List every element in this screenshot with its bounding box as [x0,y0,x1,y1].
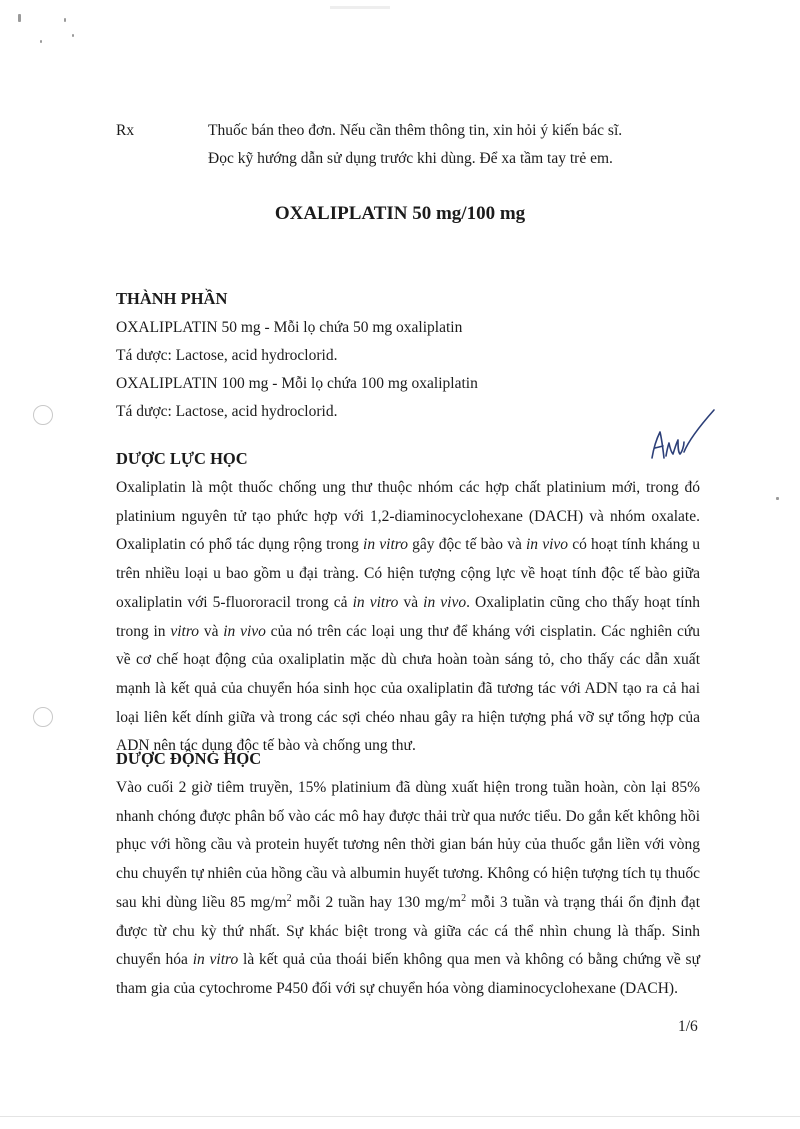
pharmacodynamics-paragraph [116,474,700,761]
composition-section [116,284,700,426]
rx-label: Rx [116,122,135,139]
text-run: và [398,593,424,611]
text-run: mỗi 3 tuần và trạng thái ổn định đạt được từ chu kỳ thứ nhất. Sự khác biệt trong và giữa các cá thể nhìn chung là thấp. Sinh chuyển hóa [116,893,700,969]
scan-speck [64,18,66,22]
scan-edge-line [0,1116,800,1117]
drug-title: OXALIPLATIN 50 mg/100 mg [274,203,526,224]
pharmacokinetics-section [116,744,700,1004]
prescription-notice: Thuốc bán theo đơn. Nếu cần thêm thông tin, xin hỏi ý kiến bác sĩ. [208,122,623,139]
text-run: mỗi 2 tuần hay 130 mg/m [291,893,462,911]
italic-term: in vivo [526,536,569,554]
composition-heading: THÀNH PHẦN [116,289,228,308]
composition-line: Tá dược: Lactose, acid hydroclorid. [116,403,338,420]
punch-hole-lower [33,707,53,727]
italic-term: in vitro [363,536,408,554]
text-run: là kết quả của thoái biến không qua men và không có bằng chứng về sự tham gia của cytochrome P450 đối với sự chuyển hóa vòng diaminocyclohexane (DACH). [116,951,700,997]
text-run: Oxaliplatin là một thuốc chống ung thư thuộc nhóm các hợp chất platinium mới, trong đó platinium nguyên tử tạo phức hợp với 1,2-diaminocyclohexane (DACH) và nhóm oxalate. Oxaliplatin có phổ tác dụng rộng trong [116,479,700,554]
text-run: và [199,622,224,640]
italic-term: vitro [170,622,200,640]
text-run: có hoạt tính kháng u trên nhiều loại u bao gồm u đại tràng. Có hiện tượng cộng lực về hoạt tính độc tế bào giữa oxaliplatin với 5-fluororacil trong cả [116,536,700,611]
scan-speck [776,497,779,500]
superscript: 2 [286,892,292,904]
italic-term: in vivo [223,622,266,640]
text-run: gây độc tế bào và [407,536,526,554]
superscript: 2 [461,892,467,904]
scan-speck [40,40,42,43]
italic-term: in vivo [423,593,467,611]
composition-line: OXALIPLATIN 50 mg - Mỗi lọ chứa 50 mg oxaliplatin [116,319,463,336]
composition-line: OXALIPLATIN 100 mg - Mỗi lọ chứa 100 mg oxaliplatin [116,375,478,392]
text-run: Vào cuối 2 giờ tiêm truyền, 15% platinium đã dùng xuất hiện trong tuần hoàn, còn lại 85% nhanh chóng được phân bố vào các mô hay được thải trừ qua nước tiểu. Do gắn kết không hồi phục với hồng cầu và protein huyết tương nên thời gian bán hủy của thuốc gắn liền với vòng chu chuyển tự nhiên của hồng cầu và albumin huyết tương. Không có hiện tượng tích tụ thuốc sau khi dùng liều 85 mg/m [116,779,700,911]
italic-term: in vitro [192,951,239,969]
text-run: . Oxaliplatin cũng cho thấy hoạt tính trong in [116,593,700,640]
italic-term: in vitro [352,593,399,611]
pharmacodynamics-section [116,444,700,761]
text-run: của nó trên các loại ung thư để kháng với cisplatin. Các nghiên cứu về cơ chế hoạt động của oxaliplatin mặc dù chưa hoàn toàn sáng tỏ, cho thấy các dẫn xuất mạnh là kết quả của chuyển hóa sinh học của oxaliplatin đã tương tác với ADN tạo ra cả hai loại liên kết dính giữa và trong các sợi chéo nhau gây ra hiện tượng phá vỡ sự tổng hợp của ADN nên tác dụng độc tế bào và chống ung thư. [116,622,700,755]
punch-hole-upper [33,405,53,425]
pharmacokinetics-heading: DƯỢC ĐỘNG HỌC [116,749,262,768]
usage-notice: Đọc kỹ hướng dẫn sử dụng trước khi dùng. Để xa tầm tay trẻ em. [208,150,613,167]
scan-mark [330,6,390,9]
page-number: 1/6 [678,1018,698,1035]
scan-speck [18,14,21,22]
pharmacokinetics-paragraph [116,774,700,1004]
scan-speck [72,34,74,37]
composition-line: Tá dược: Lactose, acid hydroclorid. [116,347,338,364]
pharmacodynamics-heading: DƯỢC LỰC HỌC [116,449,248,468]
